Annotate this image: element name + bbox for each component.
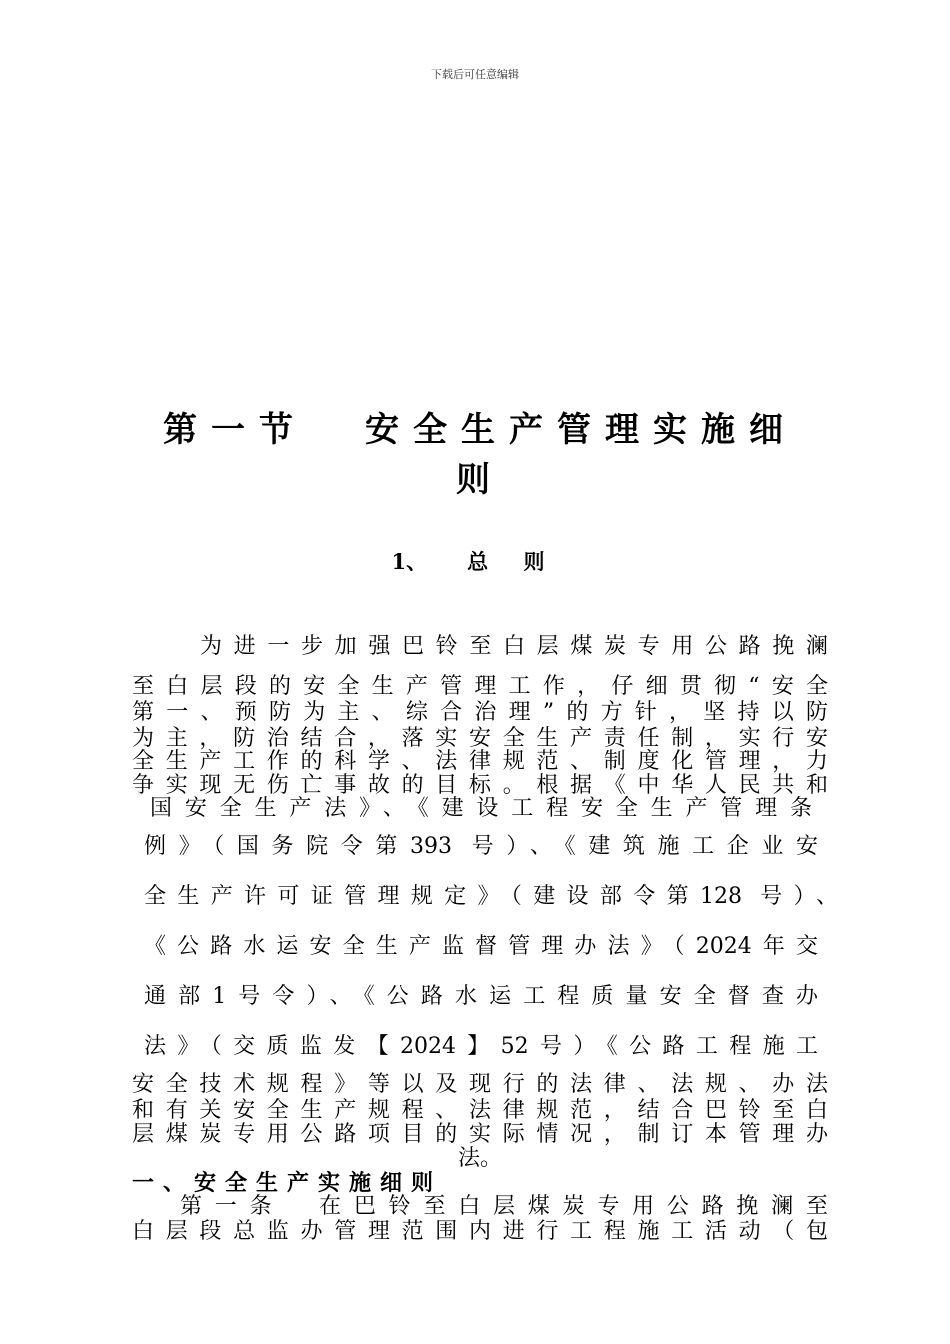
page-title-line-2: 则 — [456, 460, 504, 500]
section-label: 总 则 — [467, 549, 559, 574]
body-line: 和有关安全生产规程、法律规范，结合巴铃至白 — [132, 1098, 828, 1123]
body-line: 安全技术规程》等以及现行的法律、法规、办法 — [132, 1072, 828, 1097]
body-line: 通部1号令）、《公路水运工程质量安全督查办 — [144, 984, 818, 1009]
body-line: 全生产许可证管理规定》（建设部令第128 号）、 — [144, 884, 838, 909]
section-heading — [0, 546, 950, 576]
title-text: 安全生产管理实施细 — [365, 410, 797, 450]
body-line: 法。 — [457, 1146, 502, 1171]
body-line: 国安全生产法》、《建设工程安全生产管理条 — [150, 796, 812, 821]
body-line: 为进一步加强巴铃至白层煤炭专用公路挽澜 — [200, 634, 828, 659]
body-line: 为主，防治结合，落实安全生产责任制，实行安 — [132, 726, 828, 751]
body-line: 层煤炭专用公路项目的实际情况，制订本管理办 — [132, 1122, 828, 1147]
article-line: 第一条 在巴铃至白层煤炭专用公路挽澜至 — [180, 1194, 828, 1219]
page-title-line-1 — [130, 402, 830, 451]
header-note: 下载后可任意编辑 — [431, 68, 519, 81]
body-line: 至白层段的安全生产管理工作，仔细贯彻“安全 — [132, 674, 828, 699]
body-line: 争实现无伤亡事故的目标。根据《中华人民共和 — [132, 773, 828, 798]
title-section-number: 第一节 — [163, 410, 307, 450]
body-line: 《公路水运安全生产监督管理办法》（2024年交 — [144, 934, 818, 959]
body-line: 法》（交质监发【2024】52号）《公路工程施工 — [144, 1034, 818, 1059]
article-line: 白层段总监办管理范围内进行工程施工活动（包 — [132, 1219, 828, 1244]
body-line: 例》（国务院令第393 号）、《建筑施工企业安 — [144, 834, 818, 859]
body-line: 第一、预防为主、综合治理”的方针，坚持以防 — [132, 700, 828, 725]
section-number: 1、 — [391, 549, 428, 574]
body-line: 全生产工作的科学、法律规范、制度化管理，力 — [132, 749, 828, 774]
subheading: 一、安全生产实施细则 — [132, 1170, 443, 1196]
